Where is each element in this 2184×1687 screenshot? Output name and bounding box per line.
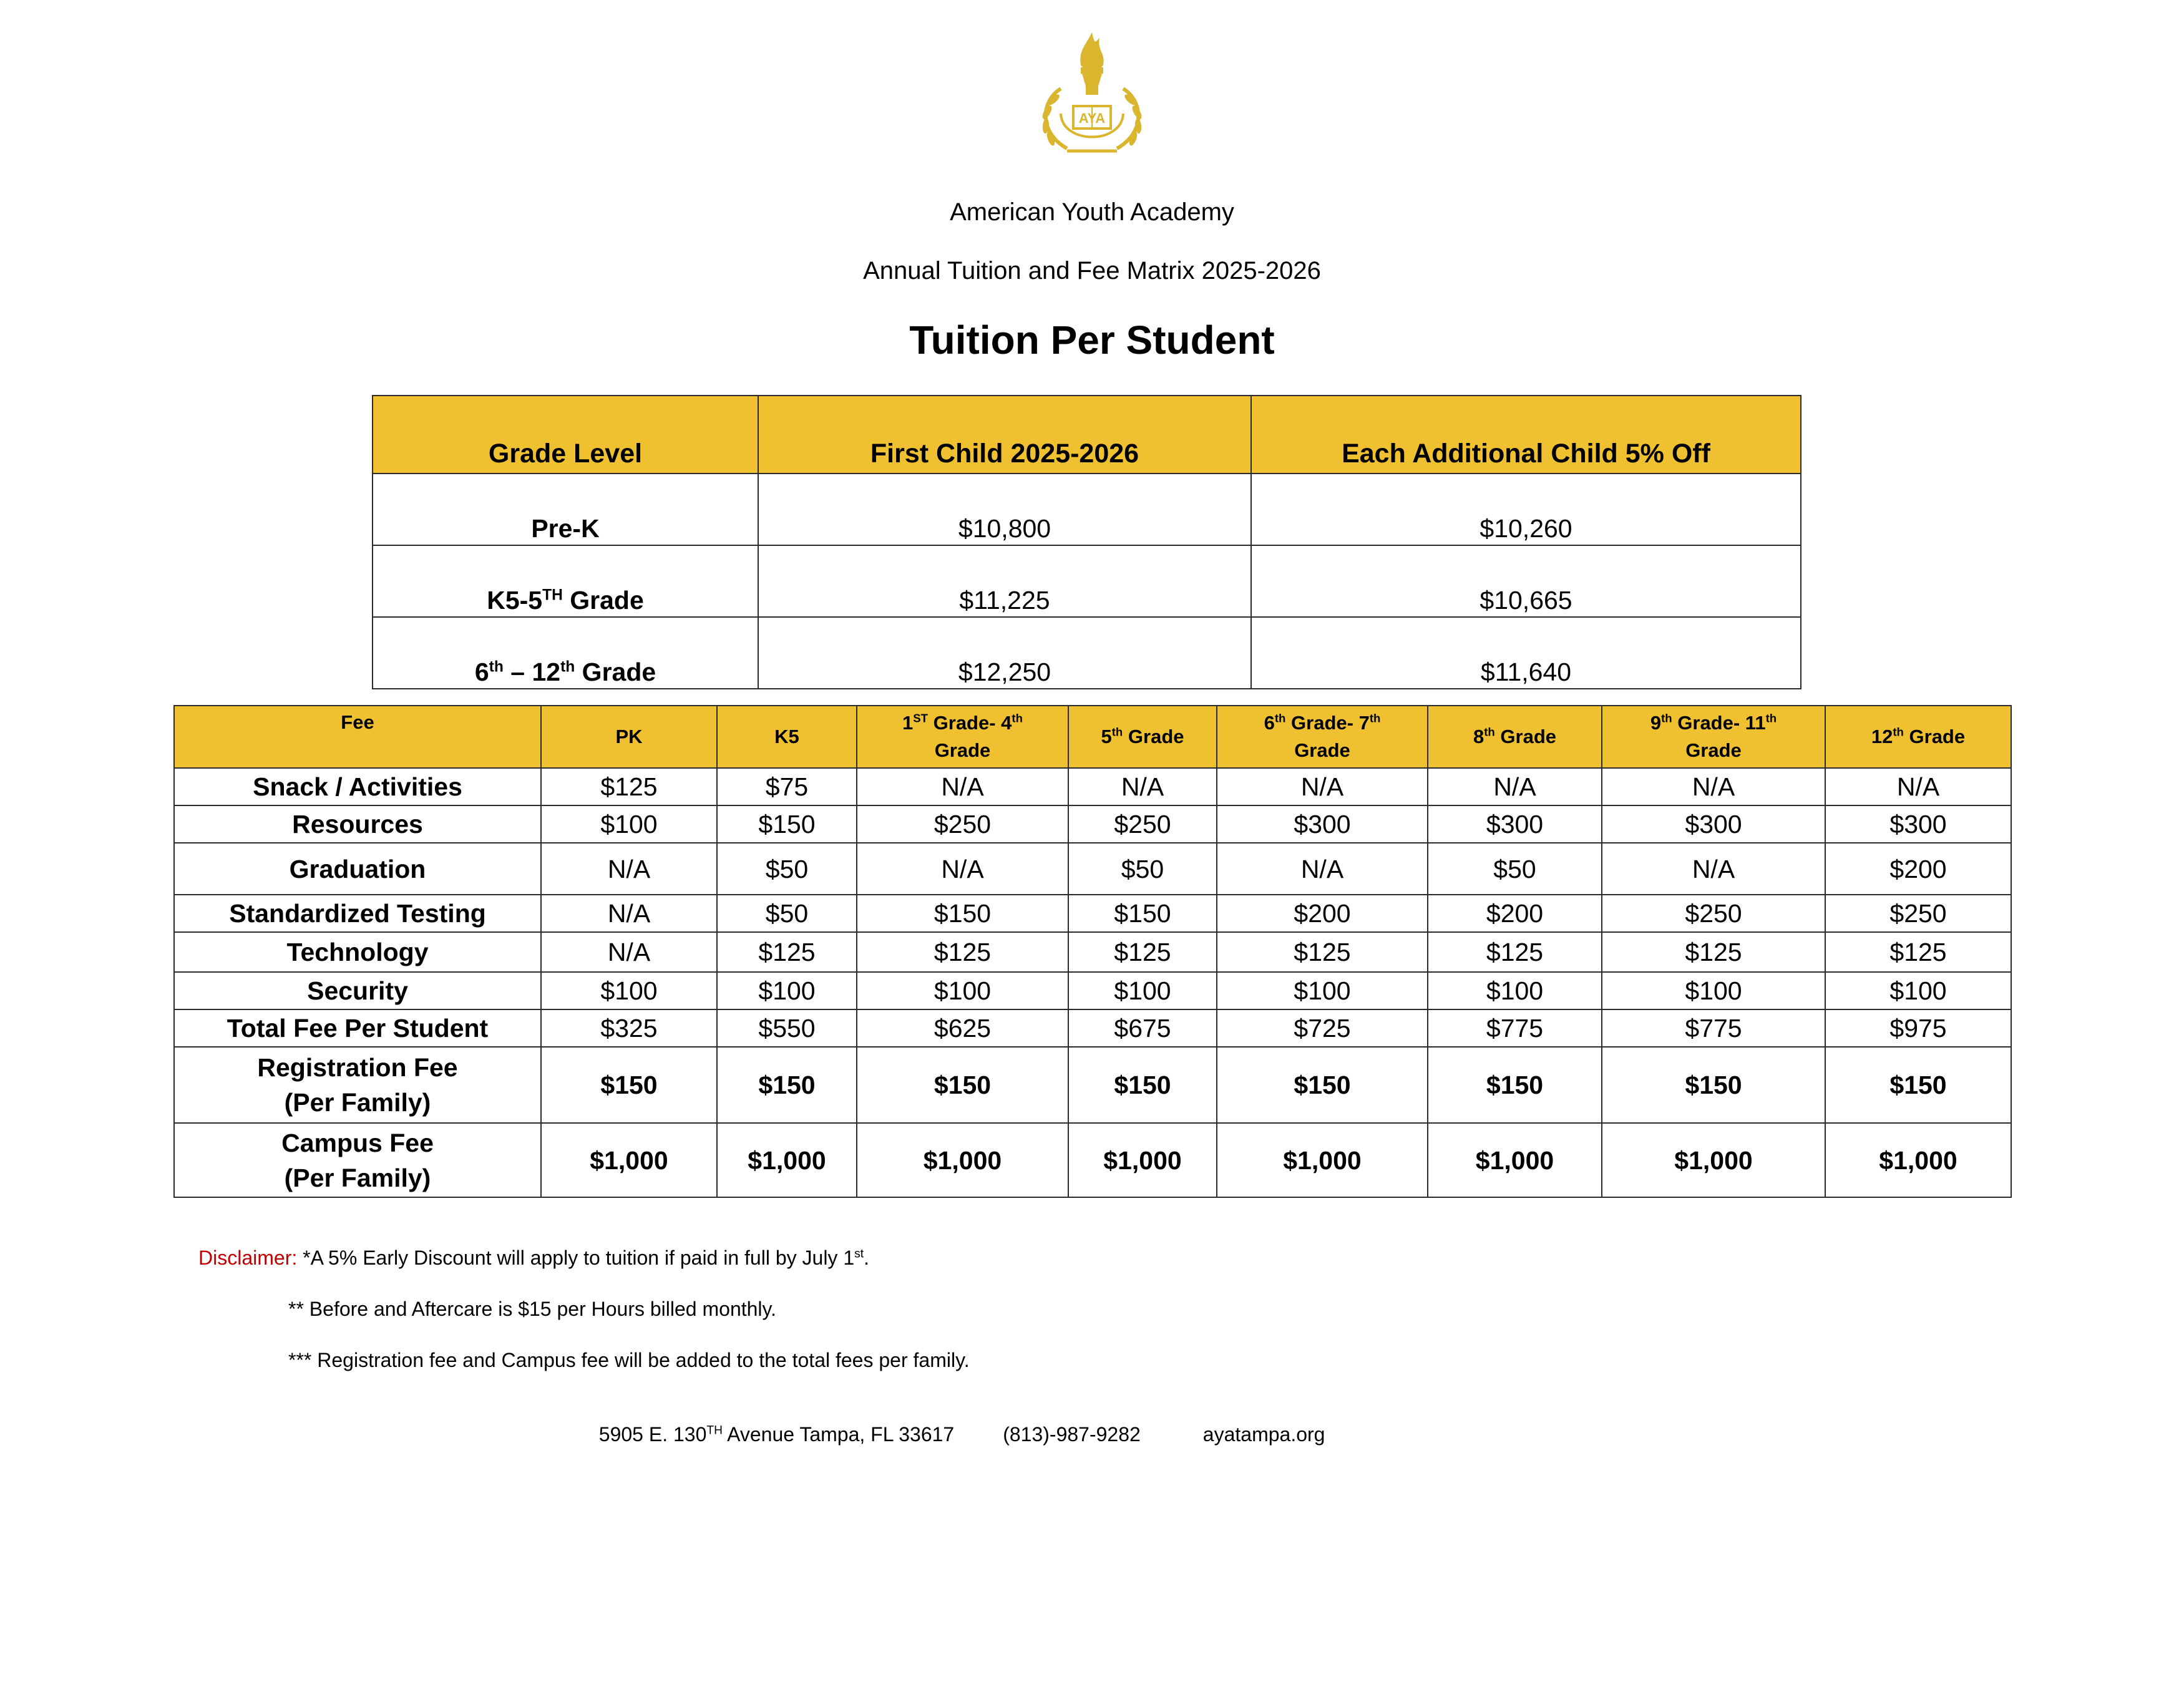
fee-value-cell: $775 <box>1602 1009 1825 1047</box>
fee-label-cell: Snack / Activities <box>174 768 541 805</box>
fee-value-cell: $125 <box>1602 932 1825 972</box>
first-child-cell: $12,250 <box>758 617 1251 689</box>
table-row <box>174 1123 2011 1197</box>
fee-value-cell: $75 <box>717 768 857 805</box>
fee-value-cell: $1,000 <box>1217 1123 1428 1197</box>
school-name: American Youth Academy <box>950 198 1234 226</box>
fee-value-cell: N/A <box>1217 843 1428 895</box>
fee-value-cell: N/A <box>541 895 717 932</box>
fee-value-cell: $50 <box>1068 843 1217 895</box>
fee-value-cell: $150 <box>1217 1047 1428 1123</box>
fee-value-cell: $250 <box>1602 895 1825 932</box>
column-header-grade-8: 8th Grade <box>1428 706 1602 768</box>
column-header-pk: PK <box>541 706 717 768</box>
fee-value-cell: $1,000 <box>1428 1123 1602 1197</box>
additional-child-cell: $11,640 <box>1251 617 1801 689</box>
fee-value-cell: N/A <box>1602 768 1825 805</box>
fee-value-cell: $1,000 <box>717 1123 857 1197</box>
fee-value-cell: N/A <box>541 843 717 895</box>
fee-value-cell: $100 <box>857 972 1068 1009</box>
column-header-grade-1-4: 1ST Grade- 4th Grade <box>857 706 1068 768</box>
disclaimer-label: Disclaimer: <box>198 1247 298 1269</box>
fee-value-cell: N/A <box>857 768 1068 805</box>
fee-value-cell: $150 <box>1602 1047 1825 1123</box>
fee-label-cell: Total Fee Per Student <box>174 1009 541 1047</box>
grade-sup: th <box>560 658 575 676</box>
grade-cell <box>373 474 758 545</box>
fee-value-cell: $100 <box>541 805 717 843</box>
fee-value-cell: $125 <box>1825 932 2011 972</box>
fee-value-cell: $725 <box>1217 1009 1428 1047</box>
grade-cell <box>373 545 758 617</box>
disclaimer-note: Disclaimer: *A 5% Early Discount will apply to tuition if paid in full by July 1st. <box>198 1247 869 1269</box>
grade-suffix: Grade <box>562 586 644 615</box>
fee-value-cell: $100 <box>1428 972 1602 1009</box>
fee-value-cell: $1,000 <box>1068 1123 1217 1197</box>
fee-value-cell: $200 <box>1428 895 1602 932</box>
fee-value-cell: $250 <box>857 805 1068 843</box>
fee-table <box>173 705 2012 1198</box>
fee-value-cell: $50 <box>717 895 857 932</box>
table-row <box>174 895 2011 932</box>
table-row <box>174 1047 2011 1123</box>
fee-value-cell: $200 <box>1825 843 2011 895</box>
address: 5905 E. 130TH Avenue Tampa, FL 33617 <box>598 1423 955 1446</box>
crest-icon <box>1023 26 1161 163</box>
registration-note: *** Registration fee and Campus fee will be added to the total fees per family. <box>288 1349 970 1371</box>
fee-value-cell: $100 <box>717 972 857 1009</box>
fee-value-cell: $675 <box>1068 1009 1217 1047</box>
fee-value-cell: N/A <box>1602 843 1825 895</box>
fee-value-cell: $250 <box>1068 805 1217 843</box>
grade-label: K5-5 <box>487 586 543 615</box>
table-row <box>373 617 1801 689</box>
fee-value-cell: $50 <box>717 843 857 895</box>
svg-text:AYA: AYA <box>1078 110 1106 126</box>
fee-value-cell: $775 <box>1428 1009 1602 1047</box>
grade-label: Pre-K <box>531 514 600 543</box>
fee-value-cell: $150 <box>857 895 1068 932</box>
column-header-grade-level: Grade Level <box>373 396 758 474</box>
tuition-table <box>372 395 1801 689</box>
fee-value-cell: N/A <box>1068 768 1217 805</box>
table-row <box>174 768 2011 805</box>
section-title: Tuition Per Student <box>909 318 1275 362</box>
grade-label: 6 <box>474 658 489 686</box>
fee-value-cell: $125 <box>717 932 857 972</box>
column-header-grade-6-7: 6th Grade- 7th Grade <box>1217 706 1428 768</box>
table-row <box>174 805 2011 843</box>
fee-value-cell: N/A <box>1217 768 1428 805</box>
table-row <box>373 545 1801 617</box>
grade-suffix: – 12 <box>503 658 561 686</box>
first-child-cell: $10,800 <box>758 474 1251 545</box>
fee-value-cell: $200 <box>1217 895 1428 932</box>
column-header-grade-5: 5th Grade <box>1068 706 1217 768</box>
additional-child-cell: $10,665 <box>1251 545 1801 617</box>
aftercare-note: ** Before and Aftercare is $15 per Hours billed monthly. <box>288 1298 777 1320</box>
table-row <box>174 1009 2011 1047</box>
column-header-grade-12: 12th Grade <box>1825 706 2011 768</box>
fee-value-cell: $150 <box>857 1047 1068 1123</box>
fee-value-cell: $300 <box>1602 805 1825 843</box>
fee-value-cell: N/A <box>857 843 1068 895</box>
fee-value-cell: N/A <box>541 932 717 972</box>
fee-value-cell: N/A <box>1428 768 1602 805</box>
fee-value-cell: $125 <box>1068 932 1217 972</box>
fee-value-cell: $1,000 <box>1825 1123 2011 1197</box>
fee-value-cell: $1,000 <box>541 1123 717 1197</box>
column-header-grade-9-11: 9th Grade- 11th Grade <box>1602 706 1825 768</box>
fee-value-cell: $300 <box>1428 805 1602 843</box>
matrix-title: Annual Tuition and Fee Matrix 2025-2026 <box>863 257 1321 284</box>
fee-label-cell: Technology <box>174 932 541 972</box>
column-header-k5: K5 <box>717 706 857 768</box>
table-row <box>174 932 2011 972</box>
grade-cell <box>373 617 758 689</box>
footer-contact <box>588 1400 1325 1446</box>
fee-value-cell: $100 <box>1217 972 1428 1009</box>
column-header-first-child: First Child 2025-2026 <box>758 396 1251 474</box>
fee-value-cell: $150 <box>1068 895 1217 932</box>
fee-value-cell: $250 <box>1825 895 2011 932</box>
grade-sup: TH <box>542 586 563 604</box>
first-child-cell: $11,225 <box>758 545 1251 617</box>
fee-value-cell: $150 <box>1428 1047 1602 1123</box>
fee-value-cell: $150 <box>541 1047 717 1123</box>
fee-value-cell: $975 <box>1825 1009 2011 1047</box>
fee-value-cell: $125 <box>857 932 1068 972</box>
fee-value-cell: $50 <box>1428 843 1602 895</box>
table-row <box>373 474 1801 545</box>
fee-label-cell: Standardized Testing <box>174 895 541 932</box>
fee-value-cell: $100 <box>1825 972 2011 1009</box>
phone: (813)-987-9282 <box>1003 1423 1141 1446</box>
fee-value-cell: $1,000 <box>1602 1123 1825 1197</box>
fee-value-cell: $150 <box>717 805 857 843</box>
fee-value-cell: N/A <box>1825 768 2011 805</box>
fee-value-cell: $150 <box>1068 1047 1217 1123</box>
website-link[interactable]: ayatampa.org <box>1202 1423 1325 1446</box>
table-row <box>174 972 2011 1009</box>
additional-child-cell: $10,260 <box>1251 474 1801 545</box>
fee-value-cell: $300 <box>1217 805 1428 843</box>
fee-header-row <box>174 706 2011 768</box>
fee-label-cell: Graduation <box>174 843 541 895</box>
fee-value-cell: $150 <box>717 1047 857 1123</box>
grade-suffix: Grade <box>575 658 656 686</box>
fee-value-cell: $125 <box>1217 932 1428 972</box>
fee-value-cell: $100 <box>1068 972 1217 1009</box>
tuition-header-row <box>373 396 1801 474</box>
fee-label-cell: Resources <box>174 805 541 843</box>
fee-value-cell: $125 <box>541 768 717 805</box>
fee-label-cell: Security <box>174 972 541 1009</box>
fee-value-cell: $550 <box>717 1009 857 1047</box>
fee-value-cell: $1,000 <box>857 1123 1068 1197</box>
fee-value-cell: $100 <box>541 972 717 1009</box>
fee-label-cell: Campus Fee (Per Family) <box>174 1123 541 1197</box>
fee-label-cell: Registration Fee (Per Family) <box>174 1047 541 1123</box>
fee-value-cell: $300 <box>1825 805 2011 843</box>
column-header-fee: Fee <box>174 706 541 768</box>
fee-value-cell: $125 <box>1428 932 1602 972</box>
grade-sup: th <box>489 658 504 676</box>
table-row <box>174 843 2011 895</box>
column-header-additional-child: Each Additional Child 5% Off <box>1251 396 1801 474</box>
fee-value-cell: $100 <box>1602 972 1825 1009</box>
fee-value-cell: $325 <box>541 1009 717 1047</box>
fee-value-cell: $150 <box>1825 1047 2011 1123</box>
fee-value-cell: $625 <box>857 1009 1068 1047</box>
school-logo <box>1023 26 1161 163</box>
